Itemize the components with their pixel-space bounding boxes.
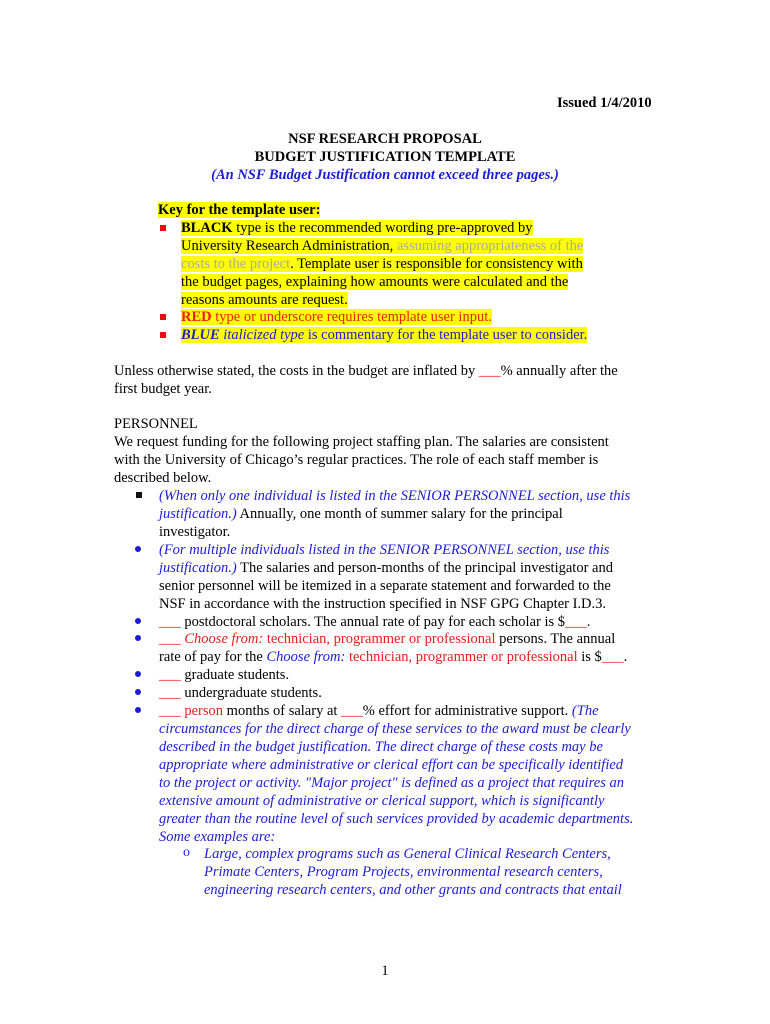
- bullet7-line-7: greater than the routine level of such services provided by academic departments.: [159, 811, 634, 827]
- key-black-text-4: the budget pages, explaining how amounts were calculated and the: [181, 274, 569, 290]
- key-black-line-3: [181, 255, 583, 273]
- key-black-word: BLACK: [181, 220, 233, 236]
- bullet4-options-2: technician, programmer or professional: [345, 649, 578, 665]
- bullet7-comment-start: (The: [571, 703, 599, 719]
- bullet3-blank: ___: [159, 614, 181, 630]
- title-line-3: (An NSF Budget Justification cannot exceed three pages.): [211, 167, 559, 183]
- bullet7-blank: ___: [341, 703, 363, 719]
- key-blue-text: is commentary for the template user to consider.: [304, 327, 588, 343]
- key-black-text-3b: . Template user is responsible for consistency with: [290, 256, 583, 272]
- bullet4-text-2d: is $: [577, 649, 602, 665]
- bullet3-text: postdoctoral scholars. The annual rate of pay for each scholar is $: [180, 614, 565, 630]
- bullet4-text-2a: rate of pay for the: [159, 649, 267, 665]
- page-number: 1: [381, 963, 389, 979]
- bullet-dot-icon: [135, 618, 141, 624]
- bullet3-line: [159, 613, 590, 631]
- bullet-dot-icon: [135, 689, 141, 695]
- bullet5-text: graduate students.: [180, 667, 290, 683]
- bullet7-text-1: months of salary at: [223, 703, 342, 719]
- sub-bullet-line-2: Primate Centers, Program Projects, environmental research centers,: [204, 864, 603, 880]
- bullet4-blank: ___: [159, 631, 181, 647]
- bullet1-line-2: [159, 505, 563, 523]
- inflation-blank: ___: [478, 363, 501, 379]
- bullet1-text: Annually, one month of summer salary for the principal: [236, 506, 563, 522]
- bullet4-choose-2: Choose from:: [266, 649, 346, 665]
- personnel-heading: PERSONNEL: [114, 416, 198, 432]
- bullet5-blank: ___: [159, 667, 181, 683]
- key-heading: [158, 201, 320, 219]
- key-red-line: [181, 308, 492, 326]
- inflation-line-1: [114, 362, 618, 380]
- bullet6-blank: ___: [159, 685, 181, 701]
- bullet7-line-6: extensive amount of administrative or clerical support, which is significantly: [159, 793, 605, 809]
- bullet2-line-1: (For multiple individuals listed in the SENIOR PERSONNEL section, use this: [159, 542, 610, 558]
- key-black-text-1: type is the recommended wording pre-approved by: [232, 220, 533, 236]
- bullet4-text: persons. The annual: [495, 631, 616, 647]
- bullet2-text: The salaries and person-months of the principal investigator and: [236, 560, 613, 576]
- key-red-text: type or underscore requires template user input.: [211, 309, 492, 325]
- key-black-text-3a: costs to the project: [181, 256, 291, 272]
- bullet7-person: ___ person: [159, 703, 224, 719]
- personnel-para-line-2: with the University of Chicago’s regular practices. The role of each staff member is: [114, 452, 599, 468]
- bullet-dot-icon: [135, 546, 141, 552]
- key-blue-word: BLUE: [181, 327, 220, 343]
- bullet4-line-2: [159, 648, 627, 666]
- bullet3-end: .: [586, 614, 591, 630]
- bullet7-line-3: described in the budget justification. The direct charge of these costs may be: [159, 739, 603, 755]
- bullet4-line-1: [159, 630, 615, 648]
- bullet2-line-4: NSF in accordance with the instruction specified in NSF GPG Chapter I.D.3.: [159, 596, 607, 612]
- personnel-para-line-3: described below.: [114, 470, 212, 486]
- key-black-text-2b: assuming appropriateness of the: [396, 238, 584, 254]
- bullet1-line-3: investigator.: [159, 524, 231, 540]
- key-blue-line: [181, 326, 587, 344]
- key-black-line-5: [181, 291, 348, 309]
- bullet4-end: .: [623, 649, 628, 665]
- bullet7-text-2: % effort for administrative support.: [362, 703, 572, 719]
- sub-bullet-line-1: Large, complex programs such as General Clinical Research Centers,: [204, 846, 611, 862]
- key-black-line-1: [181, 219, 533, 237]
- key-blue-italic: italicized type: [219, 327, 305, 343]
- bullet7-line-5: to the project or activity. "Major project" is defined as a project that requires an: [159, 775, 624, 791]
- issued-date: Issued 1/4/2010: [557, 95, 652, 111]
- bullet5-line: [159, 666, 289, 684]
- bullet4-blank-2: ___: [601, 649, 624, 665]
- bullet2-italic: justification.): [159, 560, 237, 576]
- bullet7-line-4: appropriate where administrative or clerical effort can be specifically identified: [159, 757, 624, 773]
- sub-bullet-line-3: engineering research centers, and other grants and contracts that entail: [204, 882, 622, 898]
- bullet7-line-2: circumstances for the direct charge of these services to the award must be clearly: [159, 721, 631, 737]
- title-line-2: BUDGET JUSTIFICATION TEMPLATE: [254, 149, 516, 165]
- title-line-1: NSF RESEARCH PROPOSAL: [288, 131, 482, 147]
- bullet4-choose: Choose from:: [180, 631, 264, 647]
- bullet-square-icon: [160, 314, 166, 320]
- bullet1-italic: justification.): [159, 506, 237, 522]
- inflation-text-2: % annually after the: [500, 363, 618, 379]
- bullet6-text: undergraduate students.: [180, 685, 322, 701]
- bullet1-line-1: (When only one individual is listed in the SENIOR PERSONNEL section, use this: [159, 488, 631, 504]
- bullet7-line-1: [159, 702, 599, 720]
- bullet-circle-icon: o: [183, 845, 190, 860]
- bullet-dot-icon: [135, 635, 141, 641]
- key-red-word: RED: [181, 309, 212, 325]
- bullet6-line: [159, 684, 322, 702]
- bullet2-line-2: [159, 559, 613, 577]
- bullet-dot-icon: [135, 707, 141, 713]
- bullet-square-icon: [160, 225, 166, 231]
- key-black-line-2: [181, 237, 583, 255]
- inflation-text-1: Unless otherwise stated, the costs in the budget are inflated by: [114, 363, 479, 379]
- bullet7-line-8: Some examples are:: [159, 829, 276, 845]
- bullet-square-icon: [160, 332, 166, 338]
- bullet2-line-3: senior personnel will be itemized in a separate statement and forwarded to the: [159, 578, 611, 594]
- personnel-para-line-1: We request funding for the following project staffing plan. The salaries are consistent: [114, 434, 609, 450]
- key-black-text-5: reasons amounts are request.: [181, 292, 348, 308]
- bullet3-blank-2: ___: [565, 614, 587, 630]
- key-heading-text: Key for the template user:: [158, 202, 321, 218]
- bullet-dot-icon: [135, 671, 141, 677]
- key-black-line-4: [181, 273, 568, 291]
- bullet-square-icon: [136, 492, 142, 498]
- inflation-line-2: first budget year.: [114, 381, 212, 397]
- bullet4-options: technician, programmer or professional: [263, 631, 496, 647]
- key-black-text-2a: University Research Administration,: [181, 238, 397, 254]
